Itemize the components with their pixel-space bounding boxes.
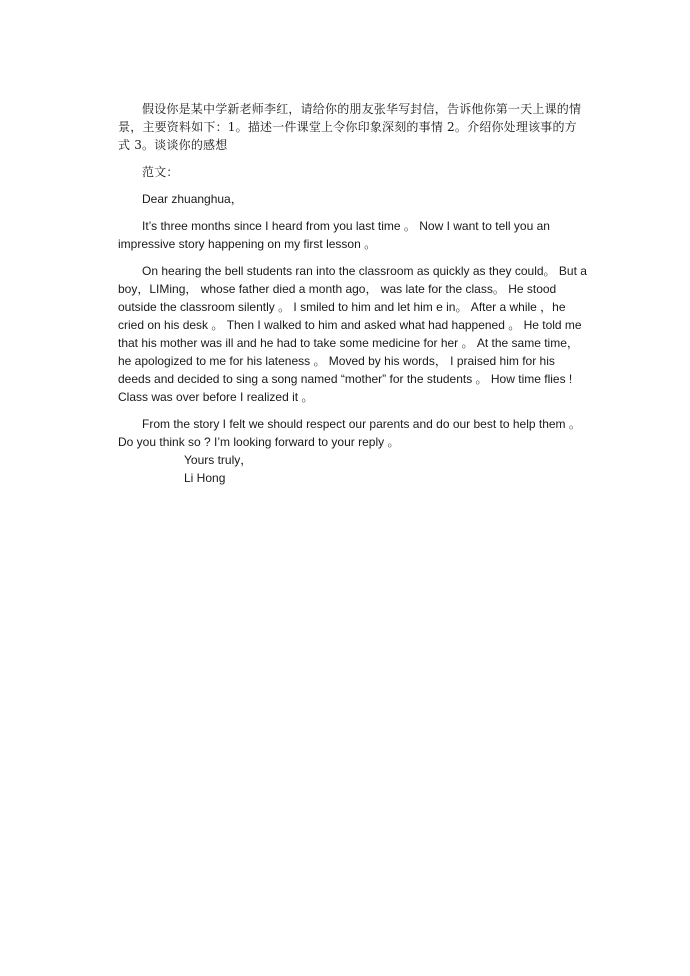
- letter-salutation: Dear zhuanghua，: [142, 192, 243, 206]
- sample-label: 范文：: [142, 165, 179, 179]
- letter-signature: Li Hong: [184, 471, 226, 485]
- letter-paragraph-3: From the story I felt we should respect our parents and do our best to help them 。 Do you think so ? I’m looking forward to your reply 。: [118, 417, 581, 449]
- letter-closing: Yours truly，: [184, 453, 253, 467]
- letter-paragraph-2: On hearing the bell students ran into the classroom as quickly as they could。 But a boy，LIMing， whose father died a month ago， was late for the class。 He stood outside the classroom silently 。 I smiled to him and let him e in。 After a while ，he cried on his desk 。 Then I walked to him and asked what had happened 。 He told me that his mother was ill and he had to take some medicine for her 。 At the same time，he apologized to me for his lateness 。 Moved by his words， I praised him for his deeds and decided to sing a song named “mother” for the students 。 How time flies ! Class was over before I realized it 。: [118, 264, 587, 404]
- letter-paragraph-1: It’s three months since I heard from you last time 。 Now I want to tell you an impressive story happening on my first lesson 。: [118, 219, 550, 251]
- document-body: [118, 100, 588, 487]
- task-prompt: 假设你是某中学新老师李红，请给你的朋友张华写封信，告诉他你第一天上课的情景，主要资料如下：1。描述一件课堂上令你印象深刻的事情 2。介绍你处理该事的方式 3。谈谈你的感想: [118, 102, 582, 152]
